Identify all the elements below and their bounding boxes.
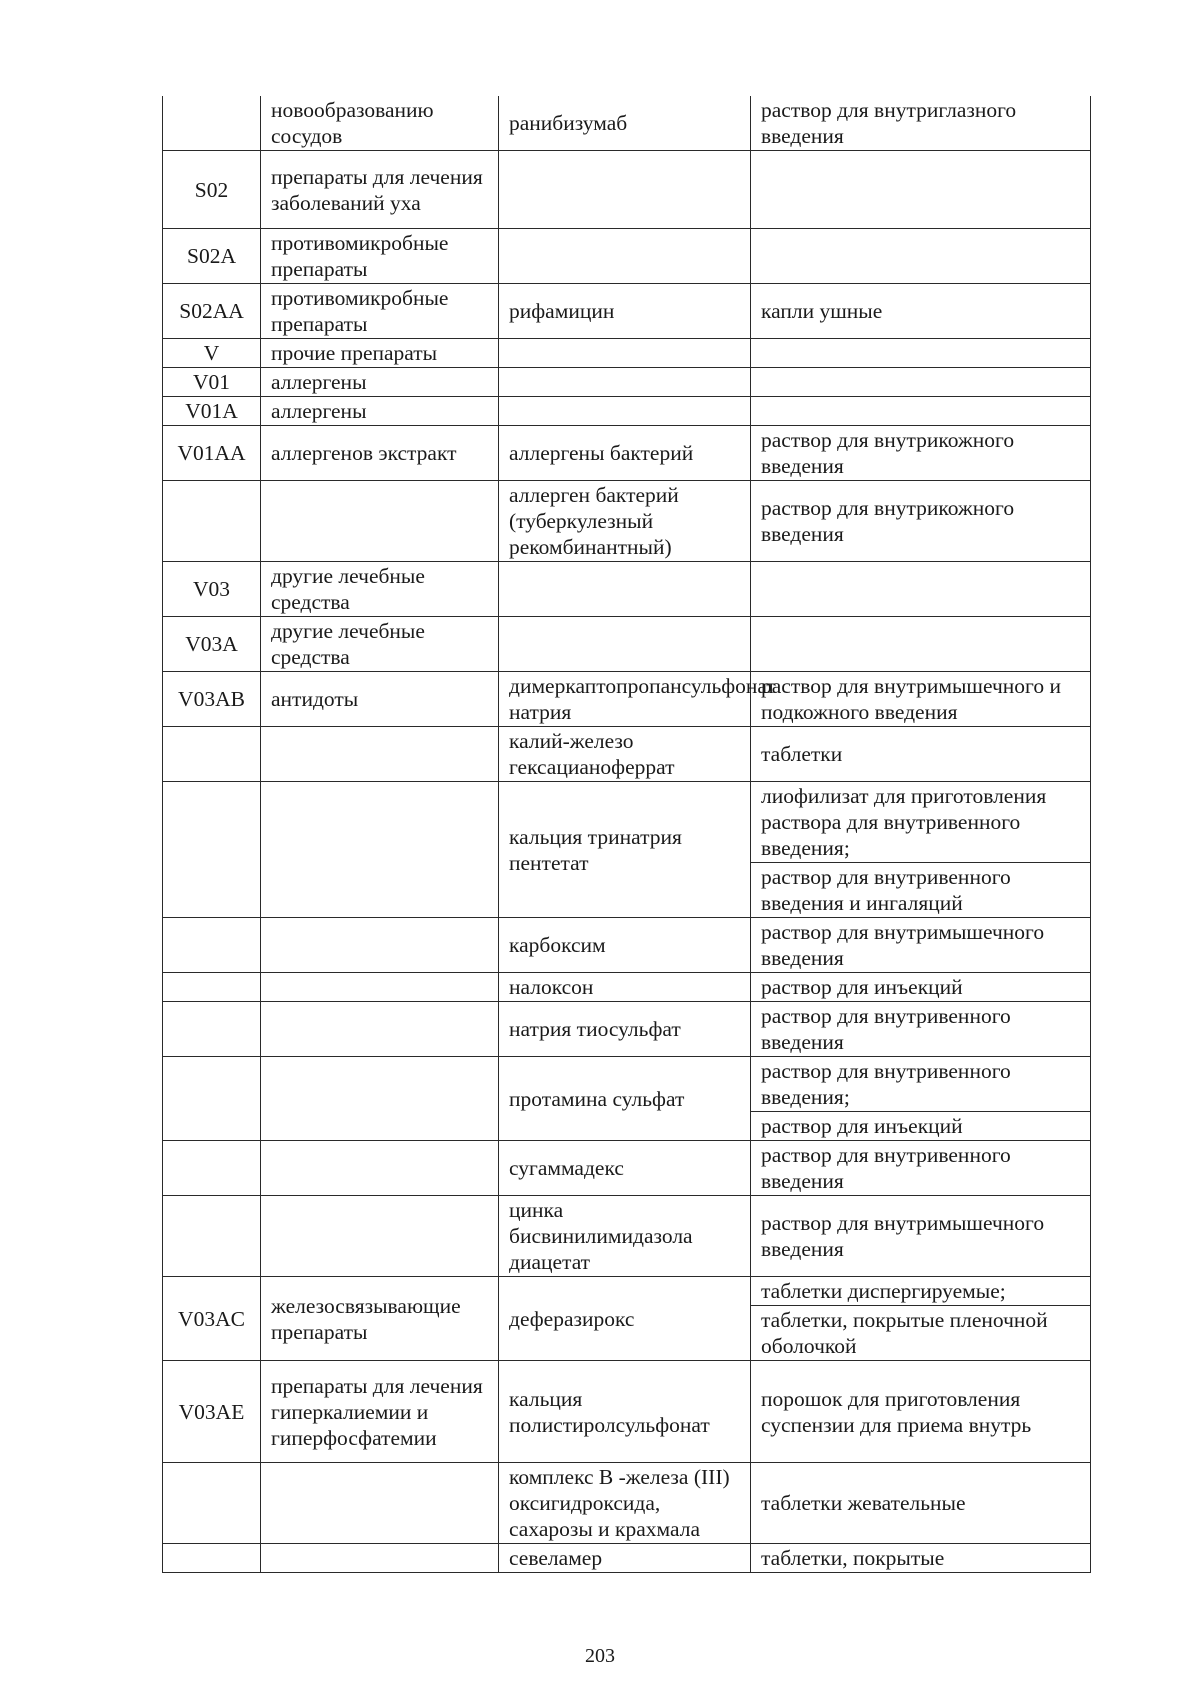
- dosage-form-cell: таблетки: [751, 727, 1091, 782]
- code-cell: S02A: [163, 229, 261, 284]
- group-cell: [261, 1544, 499, 1573]
- table-row: [163, 397, 1091, 426]
- code-cell: S02AA: [163, 284, 261, 339]
- drug-cell: [499, 151, 751, 229]
- code-cell: [163, 973, 261, 1002]
- group-cell: препараты для лечения гиперкалиемии и гиперфосфатемии: [261, 1361, 499, 1463]
- drug-cell: кальция тринатрия пентетат: [499, 782, 751, 918]
- group-cell: железосвязывающие препараты: [261, 1277, 499, 1361]
- drug-cell: [499, 368, 751, 397]
- code-cell: V03: [163, 562, 261, 617]
- drug-cell: [499, 229, 751, 284]
- code-cell: V01: [163, 368, 261, 397]
- code-cell: V03AE: [163, 1361, 261, 1463]
- group-cell: антидоты: [261, 672, 499, 727]
- group-cell: противомикробные препараты: [261, 229, 499, 284]
- code-cell: V03AB: [163, 672, 261, 727]
- dosage-form-cell: [751, 397, 1091, 426]
- table-row: [163, 1277, 1091, 1306]
- drug-cell: деферазирокс: [499, 1277, 751, 1361]
- code-cell: V01A: [163, 397, 261, 426]
- group-cell: другие лечебные средства: [261, 617, 499, 672]
- table-row: [163, 918, 1091, 973]
- dosage-form-cell: раствор для внутримышечного введения: [751, 1196, 1091, 1277]
- table-row: [163, 1141, 1091, 1196]
- dosage-form-cell: раствор для внутривенного введения;: [751, 1057, 1091, 1112]
- code-cell: [163, 1463, 261, 1544]
- drug-cell: протамина сульфат: [499, 1057, 751, 1141]
- dosage-form-cell: раствор для внутримышечного введения: [751, 918, 1091, 973]
- table-row: [163, 973, 1091, 1002]
- table-row: [163, 368, 1091, 397]
- drug-cell: карбоксим: [499, 918, 751, 973]
- drug-cell: ранибизумаб: [499, 96, 751, 151]
- dosage-form-cell: раствор для инъекций: [751, 973, 1091, 1002]
- code-cell: [163, 1141, 261, 1196]
- drug-cell: натрия тиосульфат: [499, 1002, 751, 1057]
- group-cell: [261, 727, 499, 782]
- table-row: [163, 1544, 1091, 1573]
- drug-cell: аллерген бактерий (туберкулезный рекомбинантный): [499, 481, 751, 562]
- group-cell: другие лечебные средства: [261, 562, 499, 617]
- drug-cell: аллергены бактерий: [499, 426, 751, 481]
- group-cell: [261, 782, 499, 918]
- drug-cell: [499, 562, 751, 617]
- dosage-form-cell: раствор для инъекций: [751, 1112, 1091, 1141]
- code-cell: [163, 1544, 261, 1573]
- table-row: [163, 151, 1091, 229]
- code-cell: V01AA: [163, 426, 261, 481]
- drug-cell: цинка бисвинилимидазола диацетат: [499, 1196, 751, 1277]
- table-row: [163, 617, 1091, 672]
- table-row: [163, 1463, 1091, 1544]
- dosage-form-cell: таблетки, покрытые пленочной оболочкой: [751, 1306, 1091, 1361]
- dosage-form-cell: таблетки диспергируемые;: [751, 1277, 1091, 1306]
- dosage-form-cell: раствор для внутрикожного введения: [751, 426, 1091, 481]
- group-cell: прочие препараты: [261, 339, 499, 368]
- table-body: [163, 96, 1091, 1573]
- dosage-form-cell: порошок для приготовления суспензии для приема внутрь: [751, 1361, 1091, 1463]
- table-row: [163, 1002, 1091, 1057]
- drug-cell: кальция полистиролсульфонат: [499, 1361, 751, 1463]
- dosage-form-cell: капли ушные: [751, 284, 1091, 339]
- code-cell: [163, 918, 261, 973]
- dosage-form-cell: [751, 151, 1091, 229]
- table-row: [163, 562, 1091, 617]
- code-cell: V: [163, 339, 261, 368]
- dosage-form-cell: [751, 229, 1091, 284]
- table-row: [163, 284, 1091, 339]
- group-cell: [261, 481, 499, 562]
- group-cell: новообразованию сосудов: [261, 96, 499, 151]
- dosage-form-cell: лиофилизат для приготовления раствора для внутривенного введения;: [751, 782, 1091, 863]
- drug-cell: комплекс В -железа (III) оксигидроксида, сахарозы и крахмала: [499, 1463, 751, 1544]
- group-cell: препараты для лечения заболеваний уха: [261, 151, 499, 229]
- table-row: [163, 782, 1091, 863]
- code-cell: [163, 96, 261, 151]
- group-cell: аллергенов экстракт: [261, 426, 499, 481]
- dosage-form-cell: раствор для внутрикожного введения: [751, 481, 1091, 562]
- drug-cell: сугаммадекс: [499, 1141, 751, 1196]
- code-cell: S02: [163, 151, 261, 229]
- dosage-form-cell: раствор для внутривенного введения: [751, 1141, 1091, 1196]
- group-cell: аллергены: [261, 397, 499, 426]
- group-cell: [261, 1463, 499, 1544]
- drug-cell: [499, 339, 751, 368]
- table-row: [163, 672, 1091, 727]
- dosage-form-cell: [751, 339, 1091, 368]
- drug-cell: калий-железо гексацианоферрат: [499, 727, 751, 782]
- table-row: [163, 481, 1091, 562]
- group-cell: противомикробные препараты: [261, 284, 499, 339]
- dosage-form-cell: раствор для внутриглазного введения: [751, 96, 1091, 151]
- code-cell: [163, 1002, 261, 1057]
- page-number: 203: [585, 1645, 615, 1667]
- table-row: [163, 339, 1091, 368]
- dosage-form-cell: [751, 562, 1091, 617]
- dosage-form-cell: таблетки жевательные: [751, 1463, 1091, 1544]
- table-row: [163, 1361, 1091, 1463]
- drug-cell: рифамицин: [499, 284, 751, 339]
- dosage-form-cell: [751, 617, 1091, 672]
- table-row: [163, 229, 1091, 284]
- code-cell: V03AC: [163, 1277, 261, 1361]
- code-cell: V03A: [163, 617, 261, 672]
- group-cell: [261, 918, 499, 973]
- drug-table: [162, 96, 1091, 1573]
- group-cell: аллергены: [261, 368, 499, 397]
- dosage-form-cell: таблетки, покрытые: [751, 1544, 1091, 1573]
- table-row: [163, 1196, 1091, 1277]
- drug-cell: севеламер: [499, 1544, 751, 1573]
- drug-cell: [499, 397, 751, 426]
- table-row: [163, 426, 1091, 481]
- table-row: [163, 727, 1091, 782]
- group-cell: [261, 1141, 499, 1196]
- code-cell: [163, 481, 261, 562]
- group-cell: [261, 1002, 499, 1057]
- drug-cell: [499, 617, 751, 672]
- table-row: [163, 96, 1091, 151]
- drug-cell: димеркаптопропансульфонат натрия: [499, 672, 751, 727]
- dosage-form-cell: раствор для внутривенного введения и ингаляций: [751, 863, 1091, 918]
- drug-cell: налоксон: [499, 973, 751, 1002]
- group-cell: [261, 1196, 499, 1277]
- code-cell: [163, 727, 261, 782]
- group-cell: [261, 973, 499, 1002]
- code-cell: [163, 1057, 261, 1141]
- dosage-form-cell: раствор для внутривенного введения: [751, 1002, 1091, 1057]
- code-cell: [163, 782, 261, 918]
- table-row: [163, 1057, 1091, 1112]
- dosage-form-cell: раствор для внутримышечного и подкожного введения: [751, 672, 1091, 727]
- group-cell: [261, 1057, 499, 1141]
- dosage-form-cell: [751, 368, 1091, 397]
- code-cell: [163, 1196, 261, 1277]
